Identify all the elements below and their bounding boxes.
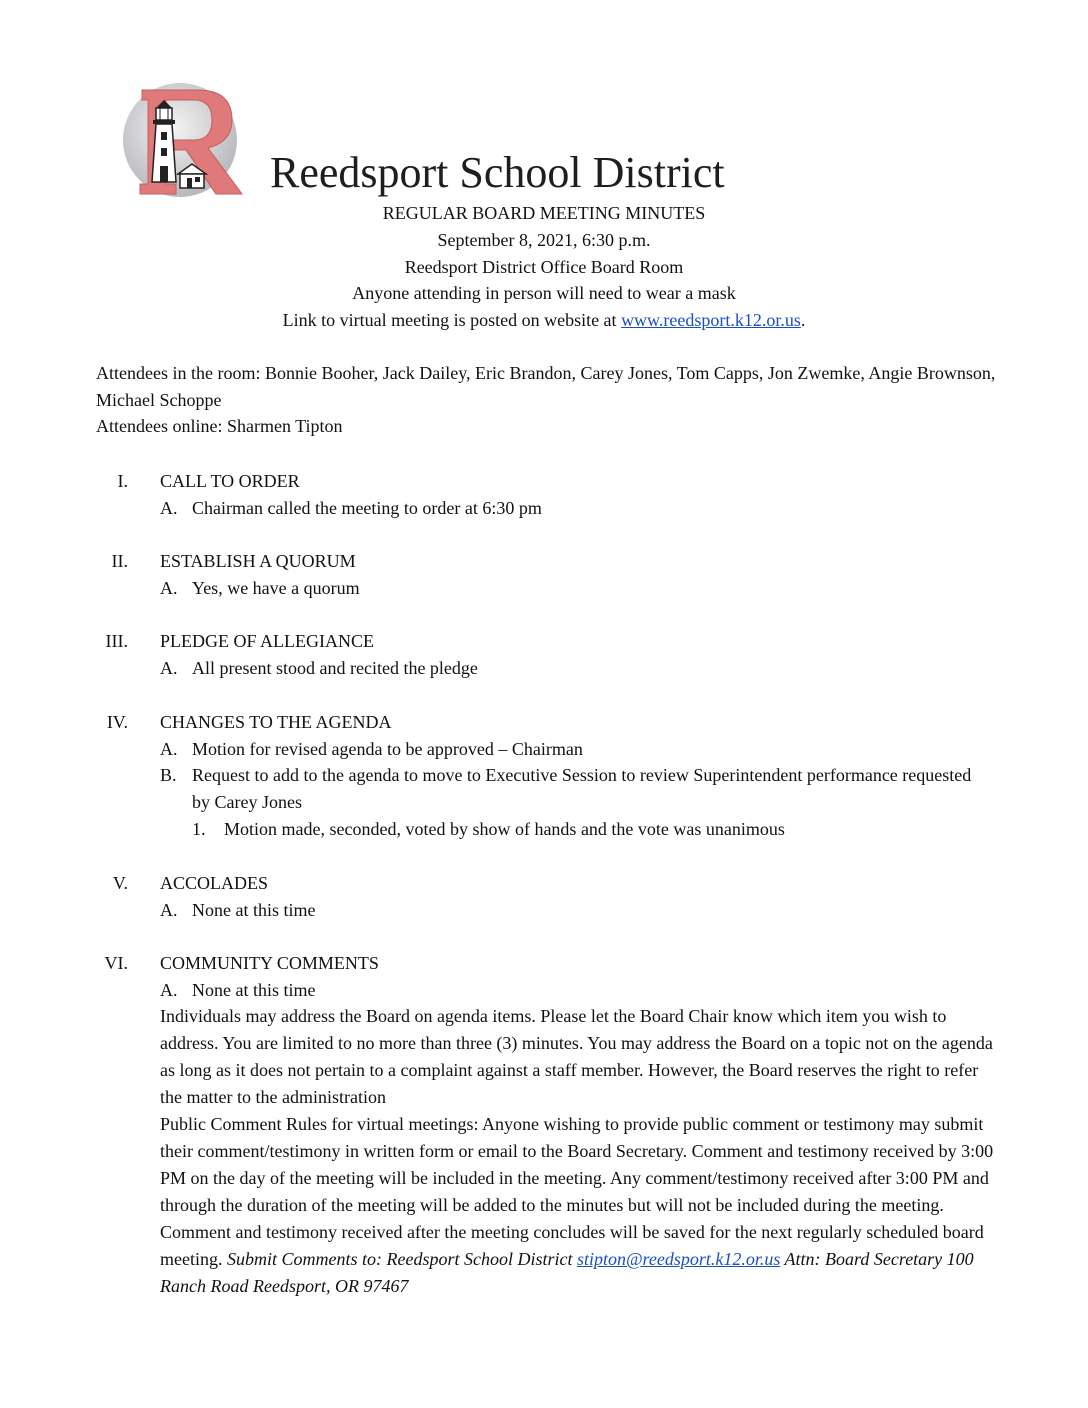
subitem-number: 1. xyxy=(192,819,206,839)
address-board-text: Individuals may address the Board on agenda items. Please let the Board Chair know which item you wish to address. You are limited to no more than three (3) minutes. You may address the Board on a topic not on the agenda as long as it does not pertain to a complaint against a staff member. However, the Board reserves the right to refer the matter to the administration xyxy=(160,1006,993,1107)
virtual-rules-text: Public Comment Rules for virtual meetings: Anyone wishing to provide public comment or testimony may submit their comment/testimony in written form or email to the Board Secretary. Comment and testimony received by 3:00 PM on the day of the meeting will be included in the meeting. Any comment/testimony received after 3:00 PM and through the duration of the meeting will be added to the minutes but will not be included during the meeting. Comment and testimony received after the meeting concludes will be saved for the next regularly scheduled board meeting. xyxy=(160,1114,994,1269)
attendees-in-room: Attendees in the room: Bonnie Booher, Jack Dailey, Eric Brandon, Carey Jones, Tom Capps, Jon Zwemke, Angie Brownson, Michael Schoppe xyxy=(96,363,996,410)
attendees-online: Attendees online: Sharmen Tipton xyxy=(96,416,343,436)
website-link[interactable]: www.reedsport.k12.or.us xyxy=(621,310,801,330)
section-title: CHANGES TO THE AGENDA xyxy=(160,712,392,732)
section-title: PLEDGE OF ALLEGIANCE xyxy=(160,631,374,651)
item-letter: A. xyxy=(160,578,178,598)
item-text: Request to add to the agenda to move to Executive Session to review Superintendent performance requested by Carey Jones xyxy=(192,765,972,812)
virtual-suffix: . xyxy=(800,310,806,330)
section-number: II. xyxy=(111,551,128,571)
item-letter: A. xyxy=(160,498,178,518)
meeting-location: Reedsport District Office Board Room xyxy=(404,257,684,277)
item-letter: A. xyxy=(160,739,178,759)
item-text: Chairman called the meeting to order at 6:30 pm xyxy=(192,498,542,518)
section-title: COMMUNITY COMMENTS xyxy=(160,953,379,973)
section-title: ESTABLISH A QUORUM xyxy=(160,551,356,571)
submit-comments-prefix: Submit Comments to: Reedsport School District xyxy=(226,1249,577,1269)
secretary-email-link[interactable]: stipton@reedsport.k12.or.us xyxy=(576,1249,781,1269)
section-title: CALL TO ORDER xyxy=(160,471,300,491)
section-number: V. xyxy=(112,873,128,893)
item-text: Motion for revised agenda to be approved – Chairman xyxy=(192,739,583,759)
submit-comments-address: Attn: Board Secretary 100 Ranch Road Reedsport, OR 97467 xyxy=(160,1249,974,1296)
virtual-prefix: Link to virtual meeting is posted on website at xyxy=(282,310,622,330)
item-letter: A. xyxy=(160,900,178,920)
section-number: I. xyxy=(117,471,128,491)
section-number: VI. xyxy=(104,953,128,973)
subitem-text: Motion made, seconded, voted by show of hands and the vote was unanimous xyxy=(224,819,785,839)
section-title: ACCOLADES xyxy=(160,873,269,893)
minutes-title: REGULAR BOARD MEETING MINUTES xyxy=(382,203,706,223)
mask-notice: Anyone attending in person will need to wear a mask xyxy=(352,283,736,303)
district-logo xyxy=(120,80,255,198)
item-letter: B. xyxy=(160,765,177,785)
virtual-comment-rules xyxy=(160,1111,995,1300)
item-letter: A. xyxy=(160,658,178,678)
item-text: None at this time xyxy=(192,900,316,920)
item-letter: A. xyxy=(160,980,178,1000)
org-name: Reedsport School District xyxy=(270,148,725,197)
item-text: None at this time xyxy=(192,980,316,1000)
virtual-meeting-line xyxy=(0,307,1088,333)
item-text: Yes, we have a quorum xyxy=(192,578,360,598)
lighthouse-icon xyxy=(152,100,176,182)
section-number: III. xyxy=(105,631,128,651)
meeting-date: September 8, 2021, 6:30 p.m. xyxy=(437,230,651,250)
section-number: IV. xyxy=(106,712,128,732)
item-text: All present stood and recited the pledge xyxy=(192,658,478,678)
